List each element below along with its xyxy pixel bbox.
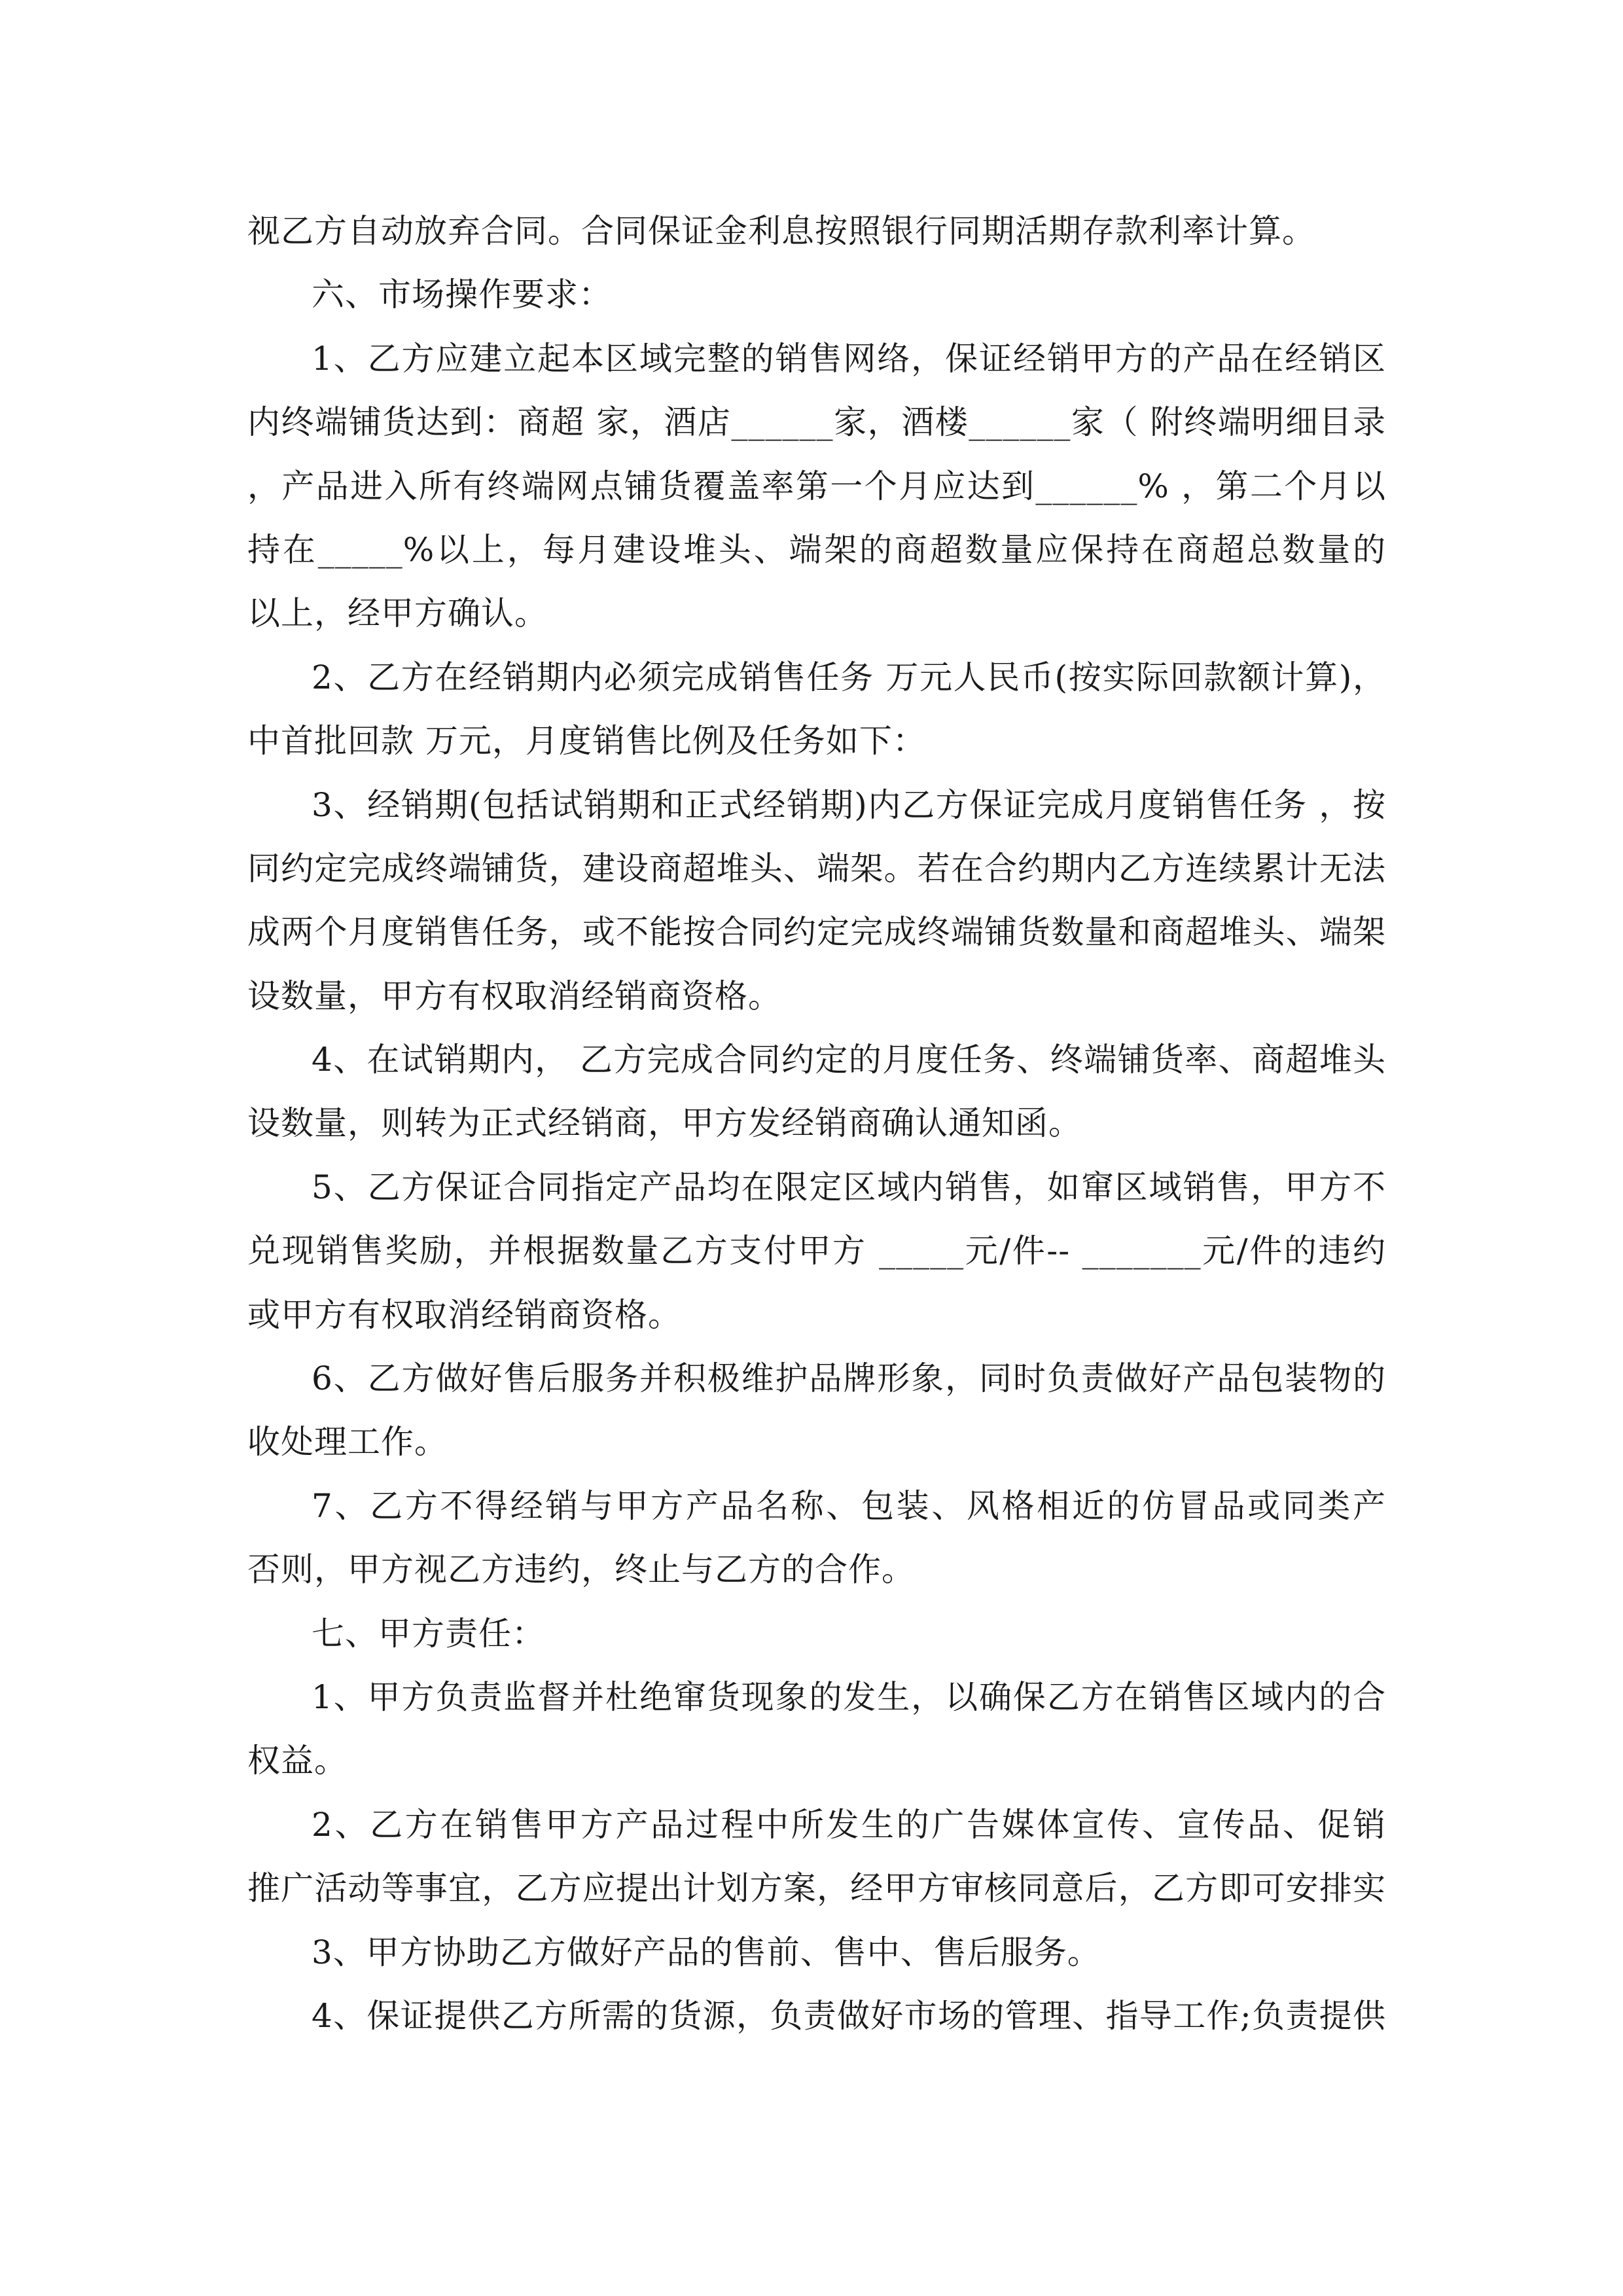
section-heading: 六、市场操作要求： xyxy=(312,276,612,314)
text-line: 持在_____%以上，每月建设堆头、端架的商超数量应保持在商超总数量的 xyxy=(247,530,1386,569)
document-page xyxy=(247,200,1386,2048)
text-line: 1、甲方负责监督并杜绝窜货现象的发生，以确保乙方在销售区域内的合 xyxy=(312,1677,1386,1716)
text-line: 或甲方有权取消经销商资格。 xyxy=(247,1295,681,1334)
text-line: 7、乙方不得经销与甲方产品名称、包装、风格相近的仿冒品或同类产 xyxy=(312,1486,1386,1525)
text-line: 同约定完成终端铺货，建设商超堆头、端架。若在合约期内乙方连续累计无法 xyxy=(247,849,1386,888)
text-line: 3、甲方协助乙方做好产品的售前、售中、售后服务。 xyxy=(312,1933,1101,1971)
text-line: 以上，经甲方确认。 xyxy=(247,594,548,633)
text-line: 4、保证提供乙方所需的货源，负责做好市场的管理、指导工作;负责提供 xyxy=(312,1996,1386,2035)
text-line: 内终端铺货达到：商超 家，酒店______家，酒楼______家（ 附终端明细目录 xyxy=(247,403,1386,442)
text-line: ，产品进入所有终端网点铺货覆盖率第一个月应达到______% ，第二个月以 xyxy=(247,467,1386,505)
text-line: 5、乙方保证合同指定产品均在限定区域内销售，如窜区域销售，甲方不 xyxy=(312,1168,1386,1206)
text-line: 成两个月度销售任务，或不能按合同约定完成终端铺货数量和商超堆头、端架 xyxy=(247,913,1386,952)
text-line: 中首批回款 万元，月度销售比例及任务如下： xyxy=(247,722,926,761)
text-line: 推广活动等事宜，乙方应提出计划方案，经甲方审核同意后，乙方即可安排实 xyxy=(247,1869,1386,1908)
text-line: 视乙方自动放弃合同。合同保证金利息按照银行同期活期存款利率计算。 xyxy=(247,212,1315,250)
text-line: 1、乙方应建立起本区域完整的销售网络，保证经销甲方的产品在经销区 xyxy=(312,339,1386,378)
text-line: 权益。 xyxy=(247,1742,348,1780)
text-line: 2、乙方在经销期内必须完成销售任务 万元人民币(按实际回款额计算)， xyxy=(312,658,1386,696)
text-line: 3、经销期(包括试销期和正式经销期)内乙方保证完成月度销售任务 ，按 xyxy=(312,785,1386,824)
text-line: 收处理工作。 xyxy=(247,1423,448,1462)
text-line: 6、乙方做好售后服务并积极维护品牌形象，同时负责做好产品包装物的 xyxy=(312,1359,1386,1398)
section-heading: 七、甲方责任： xyxy=(312,1614,545,1653)
text-line: 2、乙方在销售甲方产品过程中所发生的广告媒体宣传、宣传品、促销 xyxy=(312,1805,1386,1844)
text-line: 设数量，则转为正式经销商，甲方发经销商确认通知函。 xyxy=(247,1104,1082,1143)
text-line: 4、在试销期内， 乙方完成合同约定的月度任务、终端铺货率、商超堆头 xyxy=(312,1041,1386,1079)
text-line: 设数量，甲方有权取消经销商资格。 xyxy=(247,977,781,1015)
text-line: 否则，甲方视乙方违约，终止与乙方的合作。 xyxy=(247,1551,915,1589)
text-line: 兑现销售奖励，并根据数量乙方支付甲方 _____元/件-- _______元/件的违约 xyxy=(247,1232,1386,1270)
